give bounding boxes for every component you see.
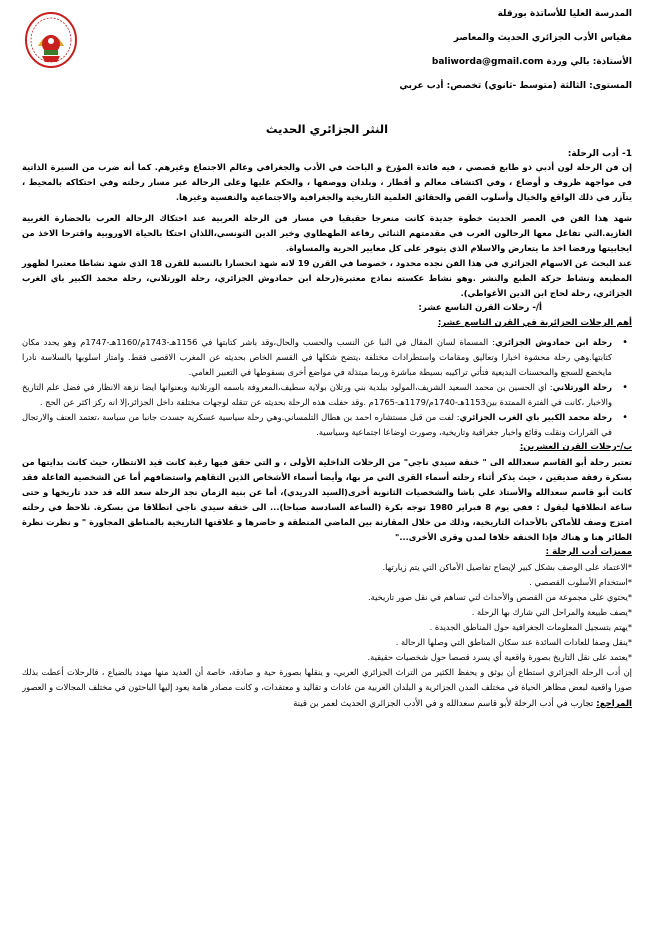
journey-name: رحلة محمد الكبير باي الغرب الجزائري [459,412,612,422]
teacher-line [22,56,632,80]
list-item: *ينقل وصفا للعادات السائدة عند سكان المناطق التي وصلها الرحالة . [395,637,632,647]
references-label: المراجع: [596,699,632,709]
school-emblem-icon [24,10,78,72]
section-heading-travel-literature: 1- أدب الرحلة: [567,149,632,159]
teacher-name: بالي وردة [546,57,590,67]
list-item: *يحتوي على مجموعة من القصص والأحداث لتي تساهم في نقل صور تاريخية. [368,592,632,602]
list-item: *يصف طبيعة والمراحل التي شارك بها الرحلة . [471,607,632,617]
part2-heading: ب/-رحلات القرن العشرين: [519,442,632,452]
list-item: *استخدام الأسلوب القصصي . [529,577,632,587]
list-item: *يهتم بتسجيل المعلومات الجغرافية حول المناطق الجديدة . [429,622,632,632]
list-item [22,380,632,410]
contribution-text: عند البحث عن الاسهام الجزائري في هذا الفن نجده محدود ، خصوصا في القرن 19 لانه شهد انحسارا بالنسبة للقرن 18 الذي شهد نشاطا معتبرا لظهور المطبعة ونشاط حركة الطبع والنشر .وهو نشاط عكسته نماذج معتبرة [22,258,633,283]
journey-text: : لفت من قبل مستشاره احمد بن هطال التلمساني.وهي رحلة سياسية عسكرية جسدت جانبا من سياسة ،تعتمد العنف والارتجال في القرارات ونقلت وقائع واخبار جغرافية وتاريخية، وصورت اوضاعا اجتماعية وسياسية. [22,412,612,437]
algerian-contribution-paragraph [22,256,632,301]
journey-text: : اي الحسين بن محمد السعيد الشريف،المولود ببلدية بني ورتلان بولاية سطيف،المعروفة باسمه الورتلانية وبعنوانها ايضا نزهة الانظار في فضل علم التاريخ والاخبار ،كانت في الفترة الممتدة بين1153هـ-1740م/1179هـ-1765م .وقد حفلت هذه الرحلة بحديثه عن تنقله لوجهات مختلفة داخل الجزائر،إلا انه ركز اكثر عن الحج . [22,382,612,407]
closing-paragraph: إن أدب الرحلة الجزائري استطاع أن يوثق و يحفظ الكثير من التراث الجزائري العربي، و ينقلها بصورة حية و صادقة، خاصة أن العديد منها مهدد بالضياع ، فالرحلات أعطت بذلك صورا واقعية لبعض مظاهر الحياة في مختلف المدن الجزائرية و البلدان العربية من عادات و تقاليد و معتقدات، و كانت مصادر هامة يعود إليها الباحثون في مختلف المجالات و العصور [22,667,632,692]
part1-subheading: أهم الرحلات الجزائرية في القرن التاسع عشر: [437,318,632,328]
features-heading: مميزات أدب الرحلة : [545,547,632,557]
list-item: *يعتمد على نقل التاريخ بصورة واقعية أي يسرد قصصا حول شخصيات حقيقية. [367,652,632,662]
list-item: *الاعتماد على الوصف بشكل كبير لإيضاح تفاصيل الأماكن التي يتم زيارتها. [382,562,632,572]
list-item [22,410,632,440]
journey-name: رحلة ابن حمادوش الجزائري [495,337,612,347]
school-name: المدرسة العليا للأساتذة بورقلة [497,9,632,19]
page-title: النثر الجزائري الحديث [265,122,389,136]
journey-name: رحلة الورتلاني [552,382,612,392]
part1-heading: أ/- رحلات القرن التاسع عشر: [418,303,542,313]
module-name: مقياس الأدب الجزائري الحديث والمعاصر [453,33,632,43]
contribution-examples: (رحلة ابن حمادوش الجزائري، رحلة الورتلاني، رحلة محمد الكبير باي الغرب الجزائري، رحلة لحاج ابن الدين الأغواطي). [22,273,632,298]
part2-paragraph: تعتبر رحلة أبو القاسم سعدالله الى " خنقة سيدي ناجي" من الرحلات الداخلية الأولى ، و التي حقق فيها رغبة كانت قيد الانتظار، حيث كانت بدايتها من بسكرة رفقة صديقين ، حيث يذكر أثناء رحلته أسماء القرى التي مر بها، وأيضا أسماء الأشخاص الذين التقاهم واستضافهم أما عن الشخصية الفاعلة فقد كانت أبو قاسم سعدالله والأستاذ علي باشا والشخصيات الثانوية أخرى(السيد الدريدي)، أما عن بنية الزمان نجد الرحلة سعد الله قد حدد تاريخها و حتى ساعة انطلاقها ليقول : ففي يوم 8 فبراير 1980 توجه بكرة (الساعة السادسة صباحا)... الى خنقة سيدي ناجي انطلاقا من بسكرة. نلاحظ في رحلته امتزج وصف للأماكن بالأحداث التاريخية، وذلك من خلال المقارنة بين الماضي المنطقة و حاضرها و علاقتها التاريخية بالمناطق المجاورة " و نظرت نظرة الطائر هنا و هناك فإذا الخنقة خلافا لمدن وقرى الأخرى..." [22,457,632,542]
intro-paragraph: إن فن الرحلة لون أدبي ذو طابع قصصي ، فيه فائدة المؤرخ و الباحث في الأدب والجغرافي وعالم الاجتماع وغيرهم. كما أنه ضرب من السيرة الذاتية في مواجهة ظروف و أوضاع ، وفي اكتشاف معالم و أقطار ، وبلدان ووصفها ، والحكم عليها وعلى الرحالة عبر مسار رحلته وفي احتكاكه بالمحيط ، يتآزر في ذلك الواقع والخيال وأسلوب القص والحقائق العلمية التاريخية والجغرافية والاجتماعية والنفسية وغيرها. [22,162,632,202]
teacher-email: baliworda@gmail.com [431,57,544,67]
references-text: تجارب في أدب الرحلة لأبو قاسم سعدالله و في الأدب الجزائري الحديث لعمر بن قينة [293,699,594,709]
teacher-label: الأستاذة: [592,57,632,67]
list-item [22,335,632,380]
modern-era-paragraph: شهد هذا الفن في العصر الحديث خطوة جديدة كانت منعرجا حقيقيا في مسار فن الرحلة العربية عند احتكاك الرحالة العرب بالحضارة الغربية الغازية.التي تفاعل معها الرحالون العرب في مقدمتهم الثنائي رفاعة الطهطاوي وخير الدين التونسي،اللذان احتكا بالحياة الاوروبية واقترحا الاخذ من ايجابيتها ورفضا اخذ ما يتعارض والاسلام الذي يتوفر على كل معايير الحرية والمساواة. [22,213,632,253]
journey-text: : المسماة لسان المقال في النبا عن النسب والحسب والحال،وقد باشر كتابتها في 1156هـ-1743م/1160هـ-1747م وهو يحدد مكان كتابتها.وهي رحلة محشوة اخبارا وتعاليق ومقامات واستطرادات مختلفة ،يتضح شكلها في القسم الخاص بحديثه عن المغرب الاقصى فقط. وامتاز اسلوبها بالسلاسة نادرا مايخضع للسجع والمحسنات البديعية فتأتي تراكيبه بسيطة مباشرة وربما مبتذلة في مواضع أخرى بسقوطها في التعبير العامي. [22,337,612,377]
document-header [22,8,632,126]
references-line [22,697,632,712]
level-line: المستوى: الثالثة (متوسط -ثانوي) تخصص: أدب عربي [399,81,632,91]
